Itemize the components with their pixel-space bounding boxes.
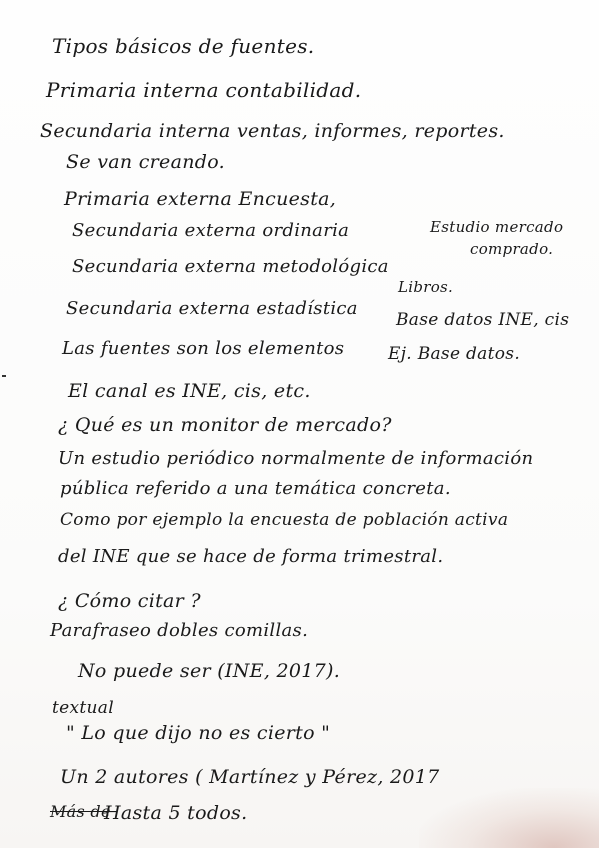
note-line-hasta-5: Hasta 5 todos. — [104, 802, 248, 824]
note-line-primaria-interna: Primaria interna contabilidad. — [46, 78, 362, 102]
note-line-monitor-question: ¿ Qué es un monitor de mercado? — [58, 414, 392, 436]
note-line-se-van-creando: Se van creando. — [66, 151, 225, 173]
margin-mark — [2, 375, 6, 377]
note-line-como-por-ejemplo: Como por ejemplo la encuesta de población activa — [60, 510, 509, 530]
note-line-dos-autores: Un 2 autores ( Martínez y Pérez, 2017 — [60, 766, 440, 788]
struck-word — [50, 804, 111, 820]
note-line-canal: El canal es INE, cis, etc. — [68, 380, 311, 402]
note-line-primaria-externa: Primaria externa Encuesta, — [64, 188, 337, 210]
struck-word-text: Más de — [50, 802, 111, 821]
note-line-secundaria-interna: Secundaria interna ventas, informes, reportes. — [40, 120, 505, 142]
note-line-fuentes-elementos: Las fuentes son los elementos — [62, 338, 345, 359]
side-note-estudio-mercado: Estudio mercado — [430, 218, 564, 236]
note-line-publica-referido: pública referido a una temática concreta. — [60, 478, 451, 499]
note-line-textual: textual — [52, 698, 114, 718]
side-note-base-datos-ine: Base datos INE, cis — [396, 310, 570, 330]
note-line-secundaria-estadistica: Secundaria externa estadística — [66, 298, 358, 319]
paper-stain — [419, 788, 599, 848]
note-line-del-ine: del INE que se hace de forma trimestral. — [58, 546, 444, 567]
note-line-parafraseo: Parafraseo dobles comillas. — [50, 620, 309, 641]
note-line-secundaria-metodologica: Secundaria externa metodológica — [72, 256, 389, 277]
note-line-secundaria-ordinaria: Secundaria externa ordinaria — [72, 220, 350, 241]
note-line-no-puede-ser: No puede ser (INE, 2017). — [78, 660, 341, 682]
note-line-como-citar: ¿ Cómo citar ? — [58, 590, 201, 612]
side-note-ej-base-datos: Ej. Base datos. — [388, 344, 521, 364]
note-line-estudio-periodico: Un estudio periódico normalmente de información — [58, 448, 534, 469]
side-note-comprado: comprado. — [470, 240, 554, 258]
note-line-quote: " Lo que dijo no es cierto " — [66, 722, 331, 744]
side-note-libros: Libros. — [398, 278, 454, 296]
note-line-title: Tipos básicos de fuentes. — [52, 34, 315, 58]
